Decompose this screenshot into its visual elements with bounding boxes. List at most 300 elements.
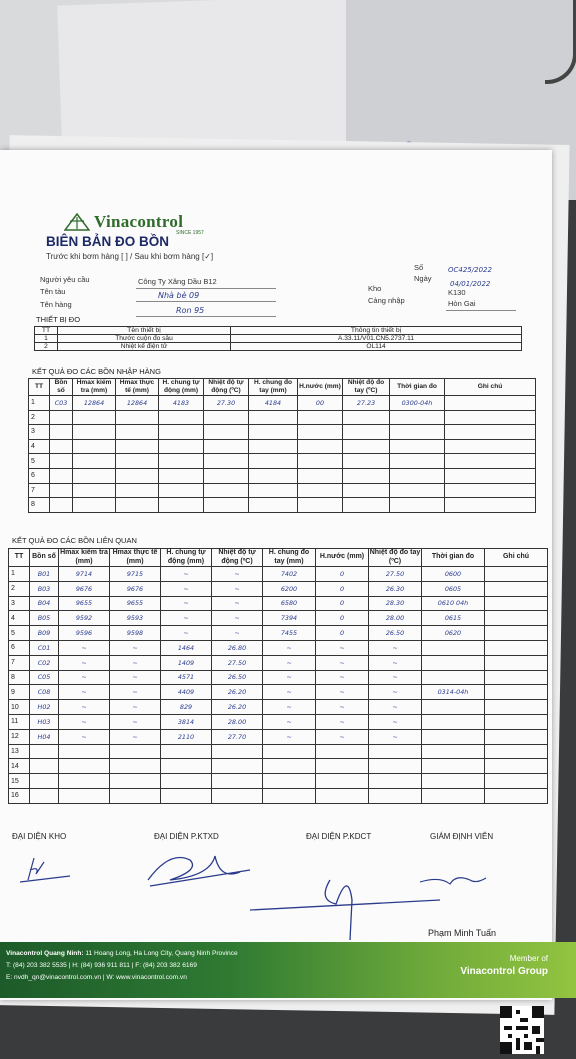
footer-phone: T: (84) 203 382 5535 | H: (84) 936 911 811 | F: (84) 203 382 6169 (6, 962, 197, 969)
table-row (9, 714, 548, 729)
logo-since: SINCE 1957 (176, 230, 204, 236)
table-cell: 4 (9, 611, 30, 626)
table-cell (343, 410, 390, 425)
table-cell: ~ (369, 670, 422, 685)
table-cell (485, 700, 548, 715)
table-cell (73, 410, 116, 425)
table-row (29, 498, 536, 513)
table-header-cell: H. chung tự động (mm) (159, 379, 204, 396)
table-cell (422, 744, 485, 759)
table-row (9, 611, 548, 626)
table-cell: B03 (30, 581, 59, 596)
table-cell (343, 425, 390, 440)
eq-header-tt: TT (35, 327, 58, 335)
table-cell: 7455 (263, 626, 316, 641)
table-cell (369, 744, 422, 759)
table-row (29, 483, 536, 498)
table-cell: 10 (9, 700, 30, 715)
table-cell: 9676 (59, 581, 110, 596)
table-cell (369, 774, 422, 789)
table-cell (316, 744, 369, 759)
table-cell: ~ (263, 729, 316, 744)
table-cell: 15 (9, 774, 30, 789)
table-cell: 5 (29, 454, 50, 469)
table-cell: 0314-04h (422, 685, 485, 700)
table-cell: ~ (369, 685, 422, 700)
table-cell (50, 468, 73, 483)
table-cell: 1 (29, 396, 50, 411)
import-tanks-table (28, 378, 536, 513)
table-cell: 0 (316, 596, 369, 611)
table-cell (59, 774, 110, 789)
table-cell: 8 (9, 670, 30, 685)
table-cell: ~ (59, 714, 110, 729)
table-cell (73, 483, 116, 498)
table-cell: B05 (30, 611, 59, 626)
table-cell (485, 626, 548, 641)
table-cell: 4 (29, 439, 50, 454)
table-cell (445, 483, 536, 498)
eq-cell: Thước cuộn đo sâu (58, 335, 231, 343)
table-cell: 26.50 (369, 626, 422, 641)
table-cell (159, 410, 204, 425)
table-cell: C08 (30, 685, 59, 700)
table-cell: 2110 (161, 729, 212, 744)
table-cell: ~ (212, 567, 263, 582)
table-cell: 27.23 (343, 396, 390, 411)
table-cell (50, 439, 73, 454)
table-cell (212, 788, 263, 803)
scale-logo-icon (64, 213, 90, 231)
table-row (35, 343, 522, 351)
import-section-title: KẾT QUẢ ĐO CÁC BỒN NHẬP HÀNG (32, 367, 161, 376)
table-cell: 9714 (59, 567, 110, 582)
table-cell (298, 483, 343, 498)
eq-cell: A.33.11/V01.CN5.2737.11 (231, 335, 522, 343)
table-header-cell: Hmax thực tế (mm) (116, 379, 159, 396)
sig-kdct-label: ĐẠI DIỆN P.KDCT (306, 832, 372, 841)
table-cell (204, 498, 249, 513)
table-cell (422, 700, 485, 715)
table-header-cell: Nhiệt độ tự động (ºC) (212, 549, 263, 567)
table-cell (422, 729, 485, 744)
table-cell (204, 454, 249, 469)
table-cell: ~ (110, 670, 161, 685)
table-cell: ~ (59, 700, 110, 715)
table-cell (249, 483, 298, 498)
table-cell (390, 498, 445, 513)
table-cell (30, 759, 59, 774)
table-cell (212, 744, 263, 759)
table-cell (445, 425, 536, 440)
eq-cell: 1 (35, 335, 58, 343)
table-cell (316, 788, 369, 803)
table-cell: 1409 (161, 655, 212, 670)
table-cell: ~ (59, 670, 110, 685)
table-cell: 9676 (110, 581, 161, 596)
table-cell: ~ (263, 670, 316, 685)
table-cell: ~ (263, 685, 316, 700)
table-row (29, 396, 536, 411)
table-cell: 4571 (161, 670, 212, 685)
table-cell (204, 425, 249, 440)
table-cell (73, 454, 116, 469)
table-cell: 2 (29, 410, 50, 425)
table-cell (159, 454, 204, 469)
table-cell: 28.00 (369, 611, 422, 626)
table-cell (50, 498, 73, 513)
table-row (29, 410, 536, 425)
table-cell: 13 (9, 744, 30, 759)
table-row (9, 685, 548, 700)
table-row (29, 454, 536, 469)
eq-header-info: Thông tin thiết bị (231, 327, 522, 335)
table-cell: 2 (9, 581, 30, 596)
table-cell: 3814 (161, 714, 212, 729)
table-cell (263, 774, 316, 789)
table-row (9, 744, 548, 759)
table-cell: ~ (59, 685, 110, 700)
table-cell: ~ (316, 729, 369, 744)
table-row (29, 468, 536, 483)
table-row (35, 335, 522, 343)
table-row (9, 788, 548, 803)
table-cell (390, 454, 445, 469)
table-cell (204, 410, 249, 425)
table-cell (298, 468, 343, 483)
sig-kho-label: ĐẠI DIỆN KHO (12, 832, 67, 841)
table-cell: ~ (212, 581, 263, 596)
ngay-value: 04/01/2022 (450, 280, 491, 288)
table-cell: 9 (9, 685, 30, 700)
table-cell: ~ (316, 640, 369, 655)
table-cell (369, 759, 422, 774)
footer-address-text: 11 Hoang Long, Ha Long City, Quang Ninh Province (83, 950, 238, 957)
table-cell (422, 655, 485, 670)
document-title: BIÊN BẢN ĐO BỒN (46, 234, 170, 249)
table-cell: 28.00 (212, 714, 263, 729)
table-cell: 0 (316, 611, 369, 626)
so-value: OC425/2022 (448, 266, 492, 274)
table-cell (50, 483, 73, 498)
table-cell (249, 410, 298, 425)
table-cell: C02 (30, 655, 59, 670)
table-cell (30, 744, 59, 759)
footer-office: Vinacontrol Quang Ninh: (6, 950, 84, 957)
table-row (29, 425, 536, 440)
table-cell: C03 (50, 396, 73, 411)
table-cell: 1464 (161, 640, 212, 655)
nguoi-yeu-cau-value: Công Ty Xăng Dầu B12 (138, 277, 217, 286)
table-header-cell: H.nước (mm) (316, 549, 369, 567)
ten-tau-label: Tên tàu (40, 287, 66, 296)
table-row (9, 729, 548, 744)
table-cell: 6580 (263, 596, 316, 611)
table-cell (485, 744, 548, 759)
table-row (9, 567, 548, 582)
qr-code-icon (500, 1006, 544, 1054)
table-cell (485, 670, 548, 685)
qr-code (500, 1006, 544, 1054)
table-cell (390, 410, 445, 425)
table-cell (50, 425, 73, 440)
table-cell: ~ (263, 640, 316, 655)
table-cell: 0605 (422, 581, 485, 596)
table-cell: 7 (9, 655, 30, 670)
table-cell (110, 788, 161, 803)
table-cell (343, 439, 390, 454)
table-cell: 9598 (110, 626, 161, 641)
table-cell (485, 774, 548, 789)
table-cell (159, 498, 204, 513)
table-cell: 0 (316, 581, 369, 596)
table-cell (485, 655, 548, 670)
table-cell (263, 759, 316, 774)
table-row (9, 596, 548, 611)
table-row (9, 700, 548, 715)
table-cell: 0615 (422, 611, 485, 626)
company-logo (64, 212, 183, 232)
table-header-cell: TT (29, 379, 50, 396)
eq-cell: OL114 (231, 343, 522, 351)
table-cell: 4184 (249, 396, 298, 411)
table-cell (485, 759, 548, 774)
related-section-title: KẾT QUẢ ĐO CÁC BỒN LIÊN QUAN (12, 536, 137, 545)
table-cell: 7402 (263, 567, 316, 582)
table-cell (159, 425, 204, 440)
table-cell (485, 567, 548, 582)
table-cell: 9592 (59, 611, 110, 626)
table-cell (316, 759, 369, 774)
table-cell: 12864 (73, 396, 116, 411)
table-cell: ~ (59, 640, 110, 655)
table-cell (110, 744, 161, 759)
table-cell: ~ (161, 581, 212, 596)
table-cell (30, 788, 59, 803)
table-cell (343, 468, 390, 483)
table-cell: ~ (369, 700, 422, 715)
table-cell (73, 468, 116, 483)
table-cell (249, 439, 298, 454)
table-header-cell: H. chung đo tay (mm) (249, 379, 298, 396)
table-cell: 14 (9, 759, 30, 774)
table-cell (485, 581, 548, 596)
table-cell: ~ (369, 729, 422, 744)
table-cell: 5 (9, 626, 30, 641)
table-cell: 26.50 (212, 670, 263, 685)
table-header-cell: Ghi chú (485, 549, 548, 567)
table-cell (422, 788, 485, 803)
table-header-cell: H. chung tự động (mm) (161, 549, 212, 567)
table-cell: 6200 (263, 581, 316, 596)
member-of-label: Member of (509, 954, 548, 963)
table-cell (445, 439, 536, 454)
table-cell (116, 498, 159, 513)
table-row (9, 670, 548, 685)
table-cell (59, 759, 110, 774)
document-page (0, 150, 552, 1000)
table-cell: 11 (9, 714, 30, 729)
table-cell: ~ (263, 714, 316, 729)
table-cell (316, 774, 369, 789)
eq-header-name: Tên thiết bị (58, 327, 231, 335)
table-cell (116, 483, 159, 498)
table-cell (116, 425, 159, 440)
group-name: Vinacontrol Group (460, 966, 548, 977)
table-row (9, 640, 548, 655)
table-cell: ~ (110, 655, 161, 670)
table-header-cell: Thời gian đo (422, 549, 485, 567)
table-cell: 00 (298, 396, 343, 411)
table-cell: ~ (369, 640, 422, 655)
table-cell (422, 774, 485, 789)
table-cell (422, 640, 485, 655)
table-cell: ~ (316, 670, 369, 685)
table-cell (161, 788, 212, 803)
table-cell: 9655 (59, 596, 110, 611)
table-cell (249, 425, 298, 440)
table-header-cell: Bồn số (30, 549, 59, 567)
table-cell: 26.20 (212, 700, 263, 715)
table-cell: 28.30 (369, 596, 422, 611)
table-cell: ~ (369, 655, 422, 670)
table-header-cell: H.nước (mm) (298, 379, 343, 396)
footer-email: E: nvdh_qn@vinacontrol.com.vn | W: www.vinacontrol.com.vn (6, 974, 187, 981)
table-cell: 3 (9, 596, 30, 611)
table-cell (116, 410, 159, 425)
table-cell (485, 788, 548, 803)
table-cell: 16 (9, 788, 30, 803)
table-cell: 0 (316, 567, 369, 582)
table-cell (485, 611, 548, 626)
table-header-cell: Bồn số (50, 379, 73, 396)
table-cell: ~ (110, 729, 161, 744)
table-cell (298, 439, 343, 454)
table-cell (422, 714, 485, 729)
table-cell: 27.50 (369, 567, 422, 582)
table-cell (116, 439, 159, 454)
table-header-cell: Ghi chú (445, 379, 536, 396)
table-cell: 0620 (422, 626, 485, 641)
table-cell: 0610 04h (422, 596, 485, 611)
table-cell (50, 454, 73, 469)
table-cell (204, 439, 249, 454)
table-cell (298, 454, 343, 469)
ngay-label: Ngày (414, 274, 432, 283)
table-cell (110, 759, 161, 774)
so-label: Số (414, 263, 424, 272)
table-cell: ~ (110, 700, 161, 715)
table-cell: H02 (30, 700, 59, 715)
eq-cell: 2 (35, 343, 58, 351)
table-cell (390, 425, 445, 440)
table-cell (445, 454, 536, 469)
table-cell (445, 410, 536, 425)
table-cell: 27.70 (212, 729, 263, 744)
ten-hang-label: Tên hàng (40, 300, 72, 309)
table-cell (485, 729, 548, 744)
table-cell (161, 744, 212, 759)
table-cell: H03 (30, 714, 59, 729)
table-cell (263, 744, 316, 759)
table-cell: 829 (161, 700, 212, 715)
table-cell: 12864 (116, 396, 159, 411)
table-cell (159, 468, 204, 483)
table-cell: ~ (369, 714, 422, 729)
table-cell: ~ (161, 567, 212, 582)
table-cell: 6 (29, 468, 50, 483)
table-header-cell: Hmax kiểm tra (mm) (60, 549, 108, 565)
related-tanks-table (8, 548, 548, 804)
table-cell: ~ (110, 685, 161, 700)
table-cell: B04 (30, 596, 59, 611)
kho-label: Kho (368, 284, 382, 293)
table-cell: 8 (29, 498, 50, 513)
table-cell (73, 439, 116, 454)
table-header-cell: Hmax kiểm tra (mm) (73, 379, 116, 396)
table-header-cell: Nhiệt độ tự động (ºC) (204, 379, 249, 396)
table-cell: ~ (316, 655, 369, 670)
table-cell: 27.50 (212, 655, 263, 670)
table-cell (116, 454, 159, 469)
document-subtitle: Trước khi bơm hàng [ ] / Sau khi bơm hàng [✓] (46, 252, 214, 261)
table-cell: 9715 (110, 567, 161, 582)
table-cell (343, 498, 390, 513)
table-cell (59, 744, 110, 759)
table-cell: ~ (59, 729, 110, 744)
table-cell: 9655 (110, 596, 161, 611)
table-cell: 9596 (59, 626, 110, 641)
table-cell: B09 (30, 626, 59, 641)
table-cell: 0 (316, 626, 369, 641)
table-cell: ~ (316, 685, 369, 700)
table-cell: 26.20 (212, 685, 263, 700)
table-cell: 12 (9, 729, 30, 744)
table-row (29, 439, 536, 454)
table-cell (50, 410, 73, 425)
table-cell: ~ (110, 714, 161, 729)
table-cell: ~ (59, 655, 110, 670)
ten-tau-value: Nhà bè 09 (158, 291, 200, 300)
table-cell (116, 468, 159, 483)
table-cell: ~ (212, 626, 263, 641)
table-header-cell: TT (9, 549, 30, 567)
nguoi-yeu-cau-label: Người yêu cầu (40, 275, 90, 284)
table-cell (485, 714, 548, 729)
kho-value: K130 (448, 288, 466, 297)
table-cell: ~ (161, 611, 212, 626)
table-cell: 0300-04h (390, 396, 445, 411)
table-cell: ~ (110, 640, 161, 655)
table-cell (30, 774, 59, 789)
table-row (9, 581, 548, 596)
table-cell: 4183 (159, 396, 204, 411)
table-cell (445, 468, 536, 483)
table-cell (263, 788, 316, 803)
table-row (9, 774, 548, 789)
table-row (9, 759, 548, 774)
table-cell (59, 788, 110, 803)
footer-address (6, 950, 238, 957)
table-cell (369, 788, 422, 803)
eq-cell: Nhiệt kế điện tử (58, 343, 231, 351)
cable (545, 0, 576, 84)
table-cell (73, 425, 116, 440)
table-cell (485, 596, 548, 611)
table-cell: H04 (30, 729, 59, 744)
table-cell: 7394 (263, 611, 316, 626)
table-cell (390, 468, 445, 483)
